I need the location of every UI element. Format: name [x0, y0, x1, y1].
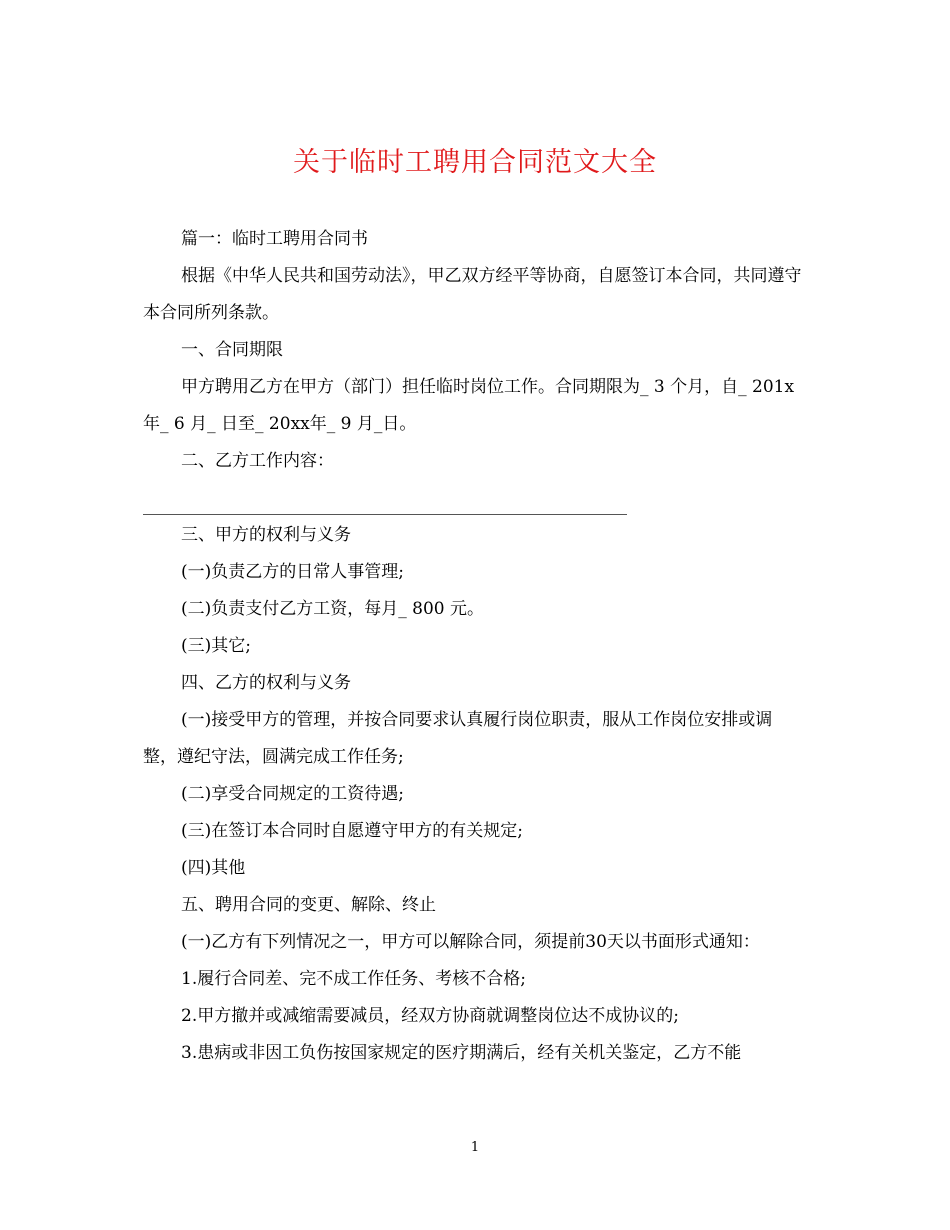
- section-heading-termination: 五、聘用合同的变更、解除、终止: [181, 895, 436, 915]
- document-title: 关于临时工聘用合同范文大全: [293, 147, 657, 178]
- list-item: (二)负责支付乙方工资，每月_ 800 元。: [181, 599, 485, 619]
- list-item: (三)其它;: [181, 636, 251, 656]
- document-body: [143, 221, 803, 1072]
- list-item: (二)享受合同规定的工资待遇;: [181, 784, 404, 804]
- section-heading-term: 一、合同期限: [181, 340, 283, 360]
- list-item: (三)在签订本合同时自愿遵守甲方的有关规定;: [181, 821, 523, 841]
- section-heading-work-content: 二、乙方工作内容：: [181, 451, 334, 471]
- list-item: (四)其他: [181, 858, 246, 878]
- list-item: (一)乙方有下列情况之一，甲方可以解除合同，须提前30天以书面形式通知：: [181, 932, 760, 952]
- list-item: (一)负责乙方的日常人事管理;: [181, 562, 404, 582]
- list-item: 1.履行合同差、完不成工作任务、考核不合格;: [181, 969, 526, 989]
- paragraph-part-heading: 篇一：临时工聘用合同书: [181, 229, 368, 249]
- paragraph-preamble: 根据《中华人民共和国劳动法》，甲乙双方经平等协商，自愿签订本合同，共同遵守本合同所列条款。: [143, 266, 802, 323]
- page-number: 1: [470, 1140, 480, 1155]
- section-heading-party-b: 四、乙方的权利与义务: [181, 673, 351, 693]
- list-item: 3.患病或非因工负伤按国家规定的医疗期满后，经有关机关鉴定，乙方不能: [181, 1043, 742, 1063]
- blank-fill-line: [143, 480, 803, 517]
- paragraph-term: 甲方聘用乙方在甲方（部门）担任临时岗位工作。合同期限为_ 3 个月，自_ 201x 年_ 6 月_ 日至_ 20xx年_ 9 月_日。: [143, 377, 795, 434]
- list-item: 2.甲方撤并或减缩需要减员，经双方协商就调整岗位达不成协议的;: [181, 1006, 679, 1026]
- list-item: (一)接受甲方的管理，并按合同要求认真履行岗位职责，服从工作岗位安排或调整，遵纪守法，圆满完成工作任务;: [143, 710, 773, 767]
- section-heading-party-a: 三、甲方的权利与义务: [181, 525, 351, 545]
